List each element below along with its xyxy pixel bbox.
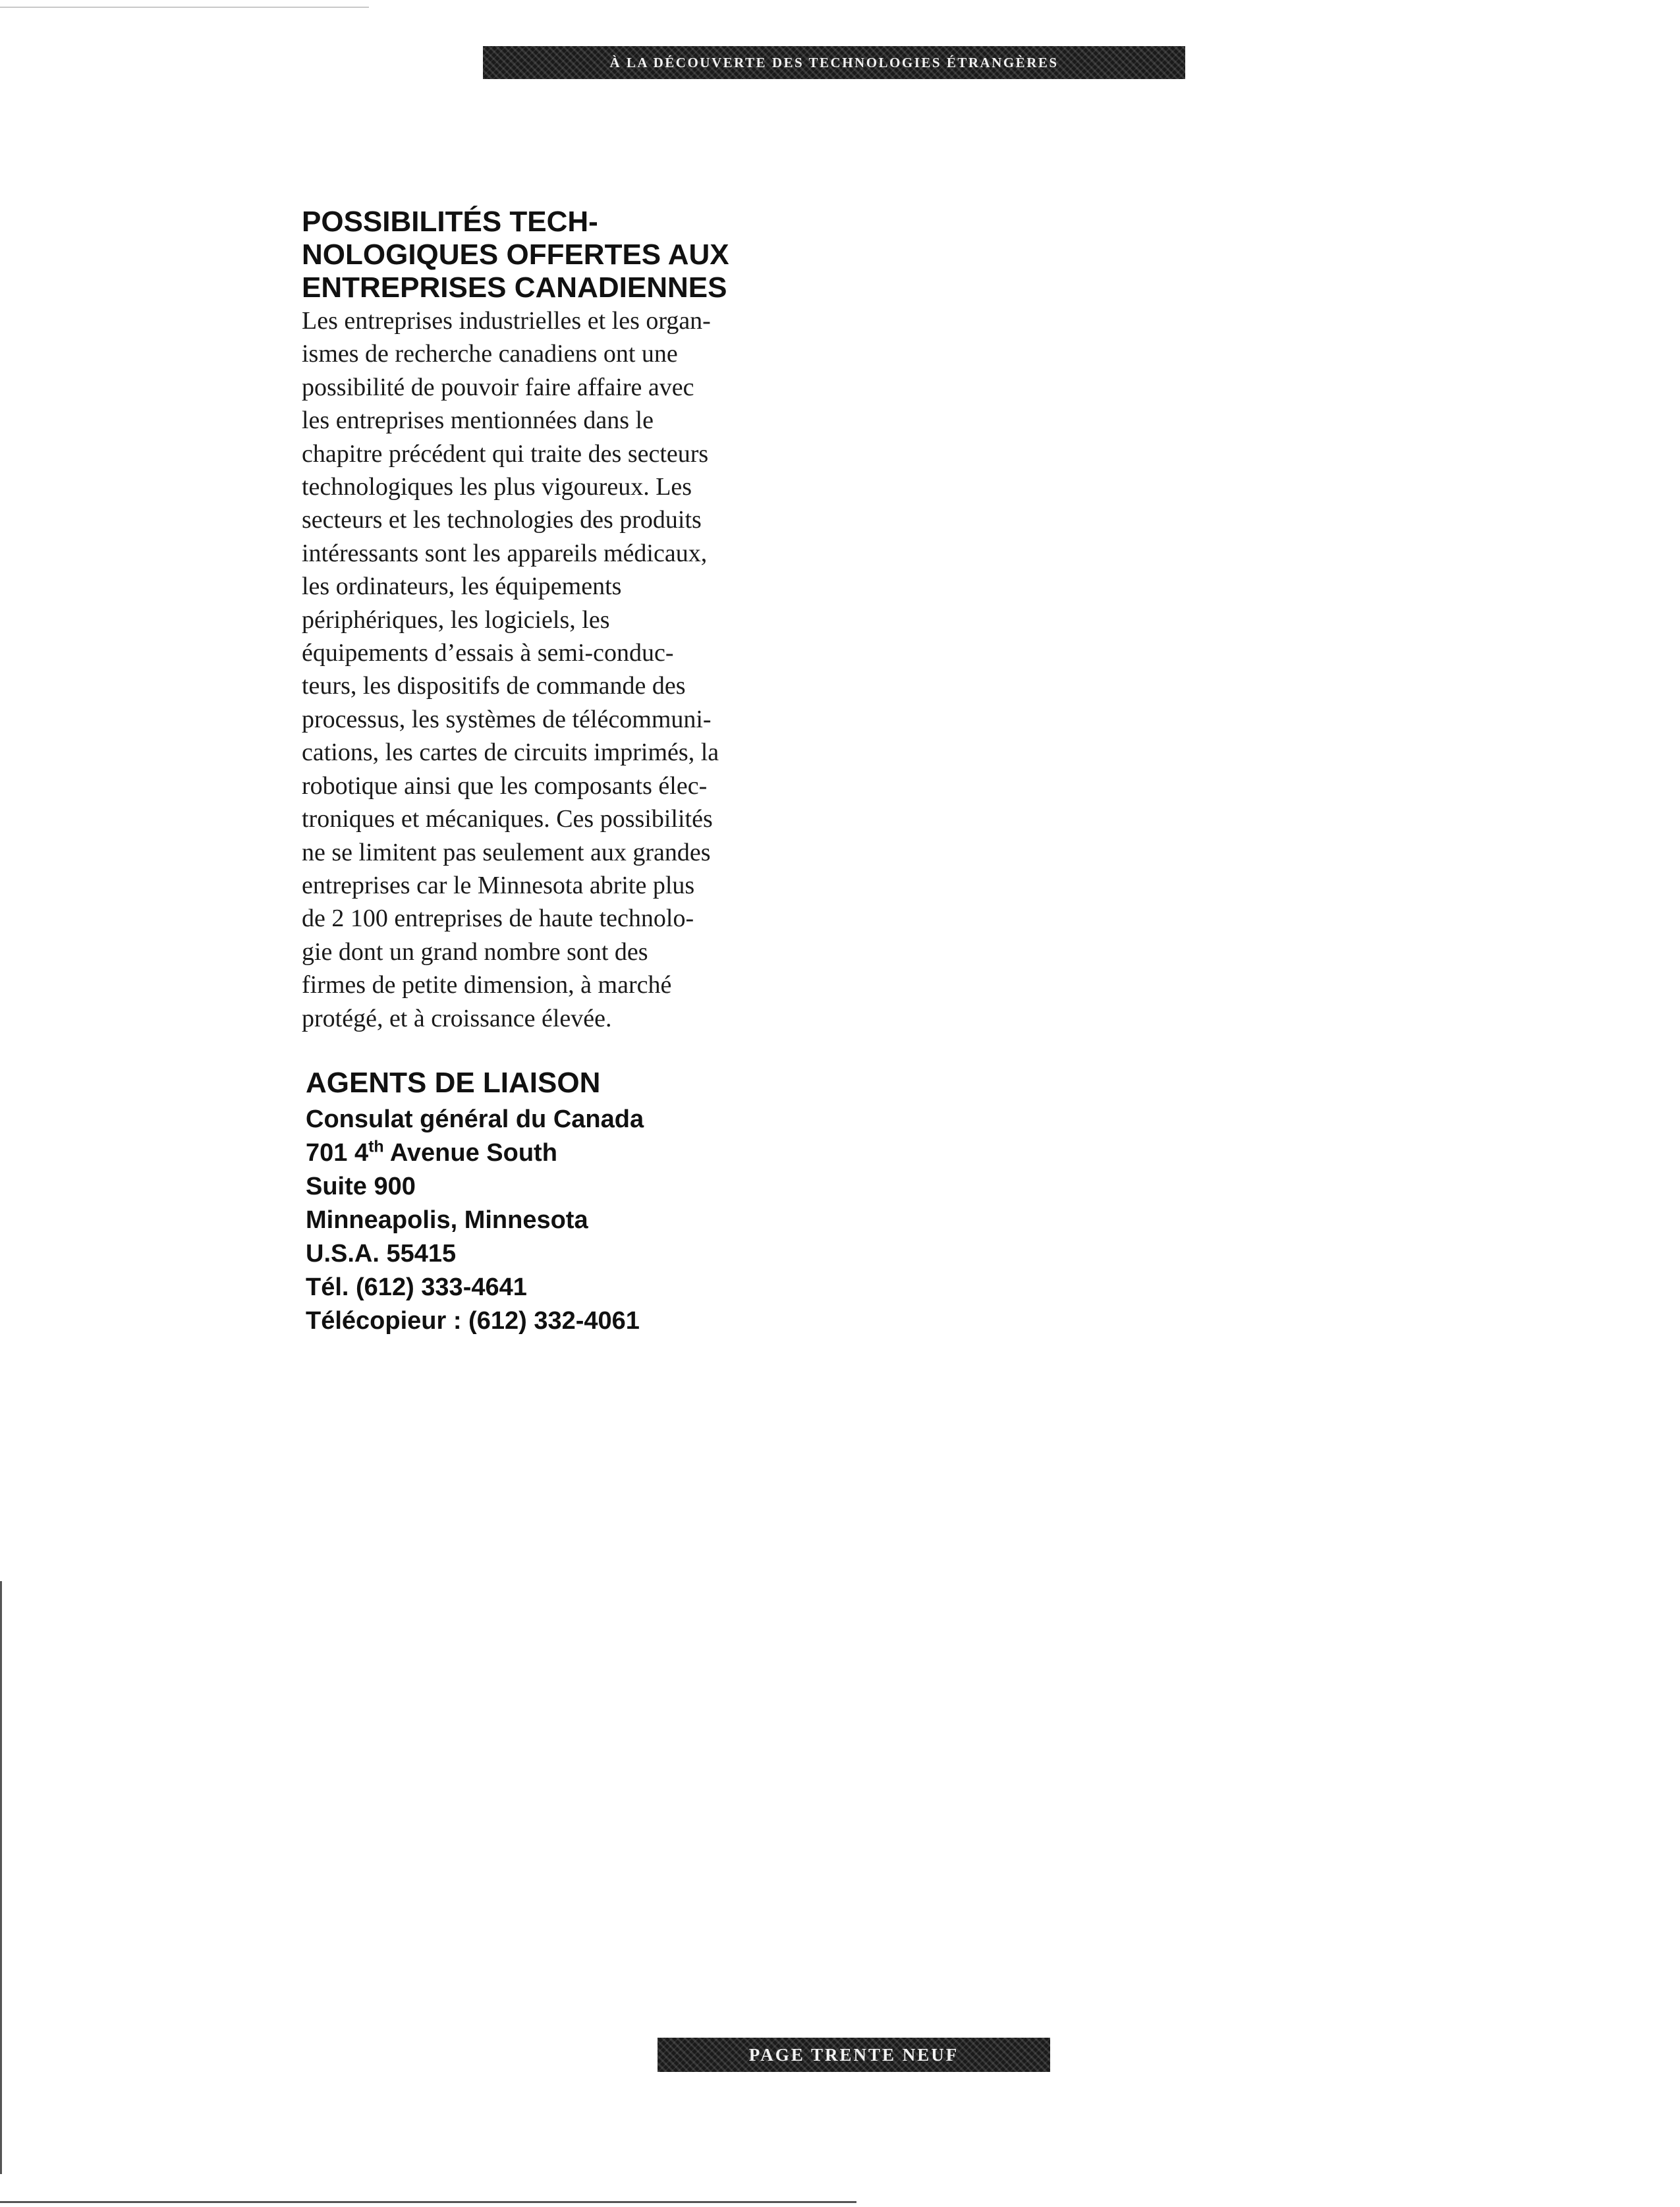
body-line: équipements d’essais à semi-conduc-	[302, 639, 674, 667]
body-line: troniques et mécaniques. Ces possibilités	[302, 805, 713, 833]
body-line: ismes de recherche canadiens ont une	[302, 340, 678, 368]
body-line: technologiques les plus vigoureux. Les	[302, 473, 692, 501]
liaison-heading: AGENTS DE LIAISON	[306, 1067, 601, 1099]
body-line: secteurs et les technologies des produits	[302, 506, 702, 534]
body-line: possibilité de pouvoir faire affaire avec	[302, 373, 694, 401]
left-scan-edge	[0, 1581, 2, 2174]
liaison-country-zip: U.S.A. 55415	[306, 1240, 457, 1268]
street-number: 701 4	[306, 1139, 369, 1167]
body-line: processus, les systèmes de télécommuni-	[302, 705, 712, 733]
bottom-scan-edge	[0, 2201, 856, 2203]
page-number-text: PAGE TRENTE NEUF	[748, 2044, 959, 2065]
section-heading	[302, 206, 802, 304]
street-ordinal-suffix: th	[368, 1137, 384, 1156]
body-line: Les entreprises industrielles et les organ-	[302, 307, 711, 335]
liaison-city: Minneapolis, Minnesota	[306, 1206, 588, 1234]
street-name: Avenue South	[383, 1139, 557, 1167]
section-heading-line: NOLOGIQUES OFFERTES AUX	[302, 238, 729, 271]
body-line: intéressants sont les appareils médicaux,	[302, 539, 708, 567]
section-body-paragraph	[302, 304, 802, 1035]
page-number-banner	[658, 2038, 1050, 2072]
body-line: périphériques, les logiciels, les	[302, 605, 610, 634]
body-line: protégé, et à croissance élevée.	[302, 1004, 612, 1032]
liaison-contact-block	[306, 1066, 806, 1338]
section-heading-line: ENTREPRISES CANADIENNES	[302, 271, 727, 304]
body-line: entreprises car le Minnesota abrite plus	[302, 871, 695, 899]
body-line: gie dont un grand nombre sont des	[302, 937, 648, 966]
body-line: cations, les cartes de circuits imprimés, la	[302, 739, 719, 767]
body-line: chapitre précédent qui traite des secteurs	[302, 439, 709, 468]
body-line: teurs, les dispositifs de commande des	[302, 672, 686, 700]
running-header-banner	[483, 46, 1185, 79]
body-line: robotique ainsi que les composants élec-	[302, 771, 708, 800]
body-line: les entreprises mentionnées dans le	[302, 406, 654, 435]
top-scan-rule	[0, 7, 369, 8]
running-header-text: À LA DÉCOUVERTE DES TECHNOLOGIES ÉTRANGÈRES	[609, 54, 1059, 70]
liaison-suite: Suite 900	[306, 1173, 416, 1200]
body-line: les ordinateurs, les équipements	[302, 573, 622, 601]
liaison-office: Consulat général du Canada	[306, 1105, 644, 1133]
body-line: de 2 100 entreprises de haute technolo-	[302, 905, 694, 933]
body-line: firmes de petite dimension, à marché	[302, 971, 672, 999]
liaison-fax: Télécopieur : (612) 332-4061	[306, 1307, 640, 1335]
section-heading-line: POSSIBILITÉS TECH-	[302, 206, 598, 238]
liaison-phone: Tél. (612) 333-4641	[306, 1273, 527, 1301]
liaison-street-address	[306, 1136, 806, 1170]
body-line: ne se limitent pas seulement aux grandes	[302, 838, 711, 866]
